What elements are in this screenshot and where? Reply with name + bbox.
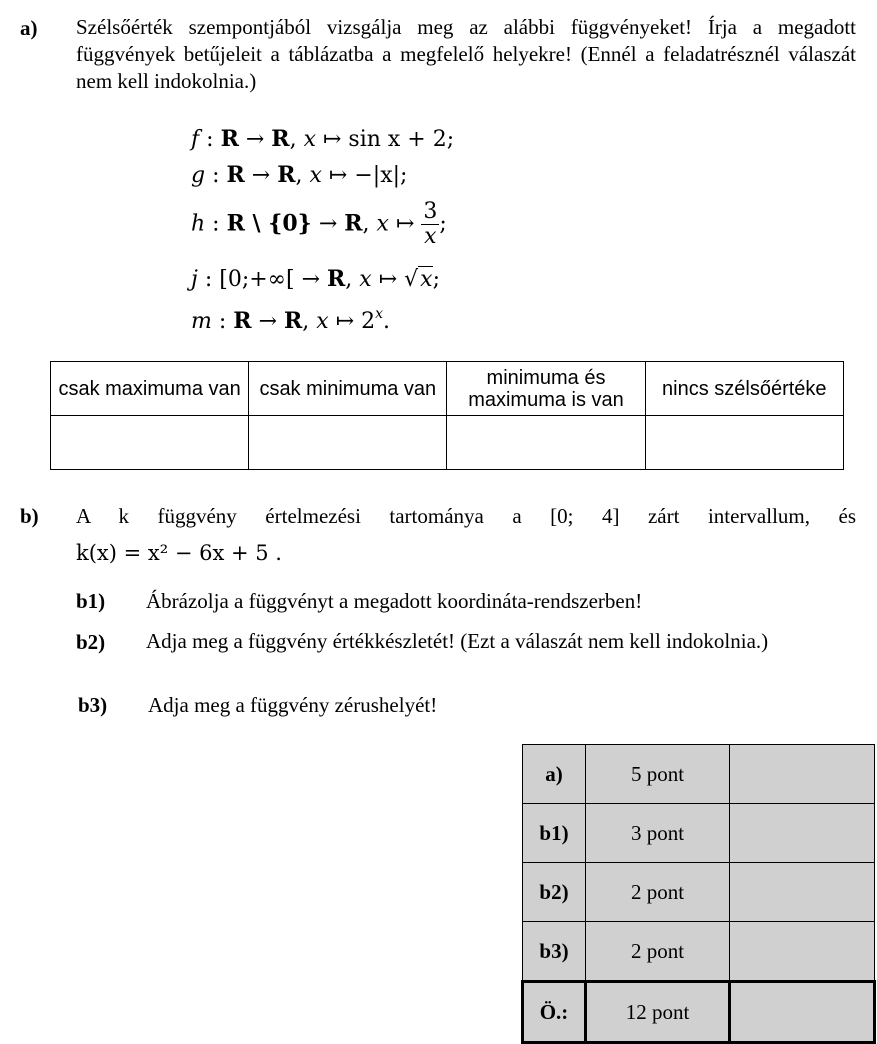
function-j: j : [0;+∞[ → R, x ↦ √x;	[191, 266, 441, 292]
score-total-label: Ö.:	[523, 982, 586, 1043]
score-total-points: 12 pont	[586, 982, 730, 1043]
score-part-label: a)	[523, 745, 586, 804]
answer-cell-only-min[interactable]	[249, 416, 447, 470]
score-earned-cell[interactable]	[730, 745, 875, 804]
part-a-label: a)	[20, 16, 38, 40]
score-part-label: b1)	[523, 804, 586, 863]
function-g: g : R → R, x ↦ −|x|;	[191, 162, 408, 188]
part-b-text: A k függvény értelmezési tartománya a [0; 4] zárt intervallum, és	[76, 504, 856, 528]
score-points: 2 pont	[586, 863, 730, 922]
function-f: f : R → R, x ↦ sin x + 2;	[191, 126, 455, 152]
function-h: h : R \ {0} → R, x ↦ $\frac{3}{x}$ ;	[191, 199, 447, 249]
score-part-label: b2)	[523, 863, 586, 922]
answer-cell-only-max[interactable]	[51, 416, 249, 470]
score-points: 3 pont	[586, 804, 730, 863]
part-b1-text: Ábrázolja a függvényt a megadott koordináta-rendszerben!	[146, 589, 643, 613]
part-b2-label: b2)	[76, 630, 106, 654]
header-only-min: csak minimuma van	[249, 362, 447, 416]
fraction: $\frac{3}{x}$	[423, 199, 438, 249]
score-earned-cell[interactable]	[730, 863, 875, 922]
part-b3-text: Adja meg a függvény zérushelyét!	[148, 693, 438, 717]
score-table	[521, 744, 876, 1044]
function-m: m : R → R, x ↦ 2$^x$.	[191, 306, 391, 334]
score-total-earned-cell[interactable]	[730, 982, 875, 1043]
score-earned-cell[interactable]	[730, 922, 875, 982]
score-part-label: b3)	[523, 922, 586, 982]
part-a-text: Szélsőérték szempontjából vizsgálja meg az alábbi függvényeket! Írja a megadott függvények betűjeleit a táblázatba a megfelelő helyekre! (Ennél a feladatrésznél válaszát nem kell indokolnia.)	[76, 15, 856, 93]
score-points: 5 pont	[586, 745, 730, 804]
header-min-and-max: minimuma és maximuma is van	[447, 362, 645, 416]
part-b2-text: Adja meg a függvény értékkészletét! (Ezt a válaszát nem kell indokolnia.)	[146, 629, 769, 653]
part-b1-label: b1)	[76, 589, 106, 613]
score-points: 2 pont	[586, 922, 730, 982]
header-only-max: csak maximuma van	[51, 362, 249, 416]
part-b-label: b)	[20, 504, 39, 528]
part-b-formula: k(x) = x² − 6x + 5 .	[76, 541, 282, 565]
answer-table	[50, 361, 844, 470]
answer-cell-min-and-max[interactable]	[447, 416, 645, 470]
answer-cell-no-extremum[interactable]	[645, 416, 843, 470]
part-b3-label: b3)	[78, 693, 108, 717]
score-earned-cell[interactable]	[730, 804, 875, 863]
header-no-extremum: nincs szélsőértéke	[645, 362, 843, 416]
